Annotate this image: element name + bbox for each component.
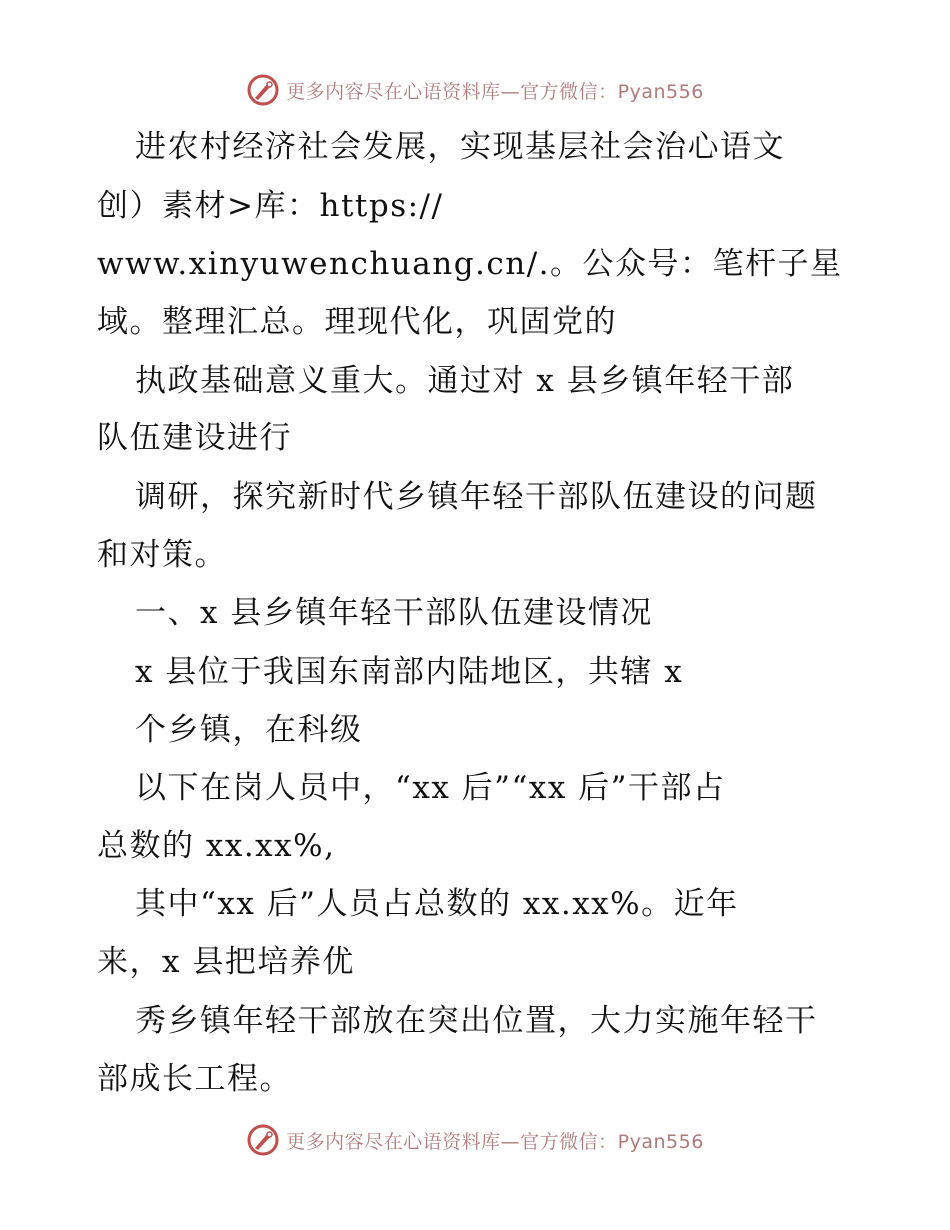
body-line: 来，x 县把培养优 — [97, 944, 355, 980]
body-line: x 县位于我国东南部内陆地区，共辖 x — [135, 654, 684, 690]
body-line: 其中“xx 后”人员占总数的 xx.xx%。近年 — [135, 886, 739, 922]
body-line: www.xinyuwenchuang.cn/.。公众号：笔杆子星 — [97, 246, 843, 282]
header-watermark — [0, 70, 950, 110]
body-line: 进农村经济社会发展，实现基层社会治心语文 — [135, 129, 785, 165]
watermark-text: 更多内容尽在心语资料库—官方微信：Pyan556 — [286, 80, 704, 103]
pen-logo-icon — [246, 73, 280, 107]
watermark-text: 更多内容尽在心语资料库—官方微信：Pyan556 — [286, 1130, 704, 1153]
body-line: 执政基础意义重大。通过对 x 县乡镇年轻干部 — [135, 363, 795, 399]
body-line: 个乡镇，在科级 — [135, 712, 363, 748]
pen-logo-icon — [246, 1123, 280, 1157]
body-line: 创）素材>库：https:// — [97, 188, 444, 224]
body-line: 域。整理汇总。理现代化，巩固党的 — [97, 304, 617, 340]
body-line: 秀乡镇年轻干部放在突出位置，大力实施年轻干 — [135, 1003, 818, 1039]
body-line: 和对策。 — [97, 537, 227, 573]
body-line: 部成长工程。 — [97, 1061, 292, 1097]
footer-watermark — [0, 1120, 950, 1160]
body-line: 以下在岗人员中，“xx 后”“xx 后”干部占 — [135, 770, 726, 806]
section-heading: 一、x 县乡镇年轻干部队伍建设情况 — [135, 595, 653, 631]
body-line: 总数的 xx.xx%, — [97, 828, 336, 864]
body-line: 调研，探究新时代乡镇年轻干部队伍建设的问题 — [135, 479, 818, 515]
body-line: 队伍建设进行 — [97, 420, 292, 456]
